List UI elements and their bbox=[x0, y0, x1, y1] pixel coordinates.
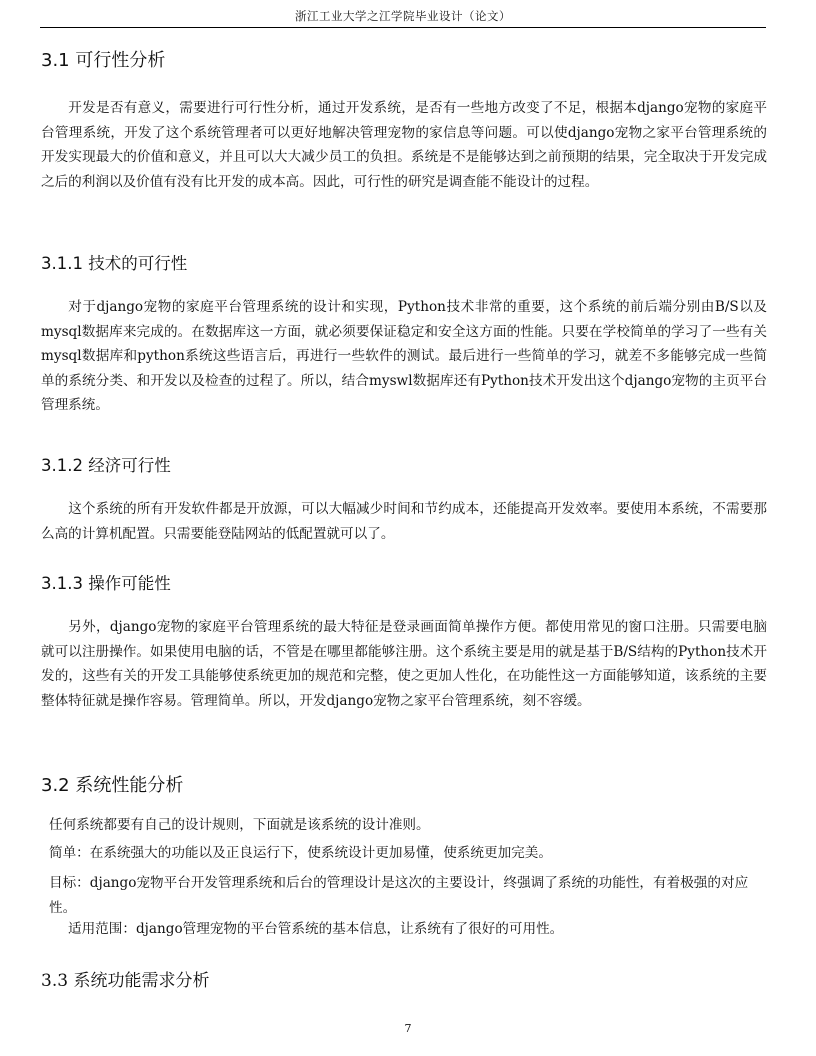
section-3-2-line-4: 适用范围：django管理宠物的平台管系统的基本信息，让系统有了很好的可用性。 bbox=[68, 921, 564, 937]
section-3-2-title: 3.2 系统性能分析 bbox=[41, 775, 184, 796]
page-number: 7 bbox=[404, 1022, 412, 1035]
section-3-1-2-paragraph: 这个系统的所有开发软件都是开放源，可以大幅减少时间和节约成本，还能提高开发效率。要使用本系统，不需要那么高的计算机配置。只需要能登陆网站的低配置就可以了。 bbox=[41, 501, 767, 542]
section-3-1-1-title: 3.1.1 技术的可行性 bbox=[41, 254, 188, 273]
section-3-2-line-1: 任何系统都要有自己的设计规则，下面就是该系统的设计准则。 bbox=[49, 817, 430, 833]
section-3-3-title: 3.3 系统功能需求分析 bbox=[41, 971, 210, 991]
section-3-1-3-title: 3.1.3 操作可能性 bbox=[41, 574, 171, 593]
section-3-1-3-paragraph: 另外，django宠物的家庭平台管理系统的最大特征是登录画面简单操作方便。都使用常见的窗口注册。只需要电脑就可以注册操作。如果使用电脑的话，不管是在哪里都能够注册。这个系统主要是用的就是基于B/S结构的Python技术开发的，这些有关的开发工具能够使系统更加的规范和完整，使之更加人性化，在功能性这一方面能够知道，该系统的主要整体特征就是操作容易。管理简单。所以，开发django宠物之家平台管理系统，刻不容缓。 bbox=[41, 619, 767, 709]
section-3-2-line-3: 目标：django宠物平台开发管理系统和后台的管理设计是这次的主要设计，终强调了系统的功能性，有着极强的对应性。 bbox=[49, 875, 749, 916]
section-3-2-line-2: 简单：在系统强大的功能以及正良运行下，使系统设计更加易懂，使系统更加完美。 bbox=[49, 845, 552, 861]
section-3-1-2-title: 3.1.2 经济可行性 bbox=[41, 456, 171, 475]
page-header: 浙江工业大学之江学院毕业设计（论文） bbox=[40, 8, 766, 28]
section-3-1-title: 3.1 可行性分析 bbox=[41, 50, 166, 71]
section-3-1-1-paragraph: 对于django宠物的家庭平台管理系统的设计和实现，Python技术非常的重要，这个系统的前后端分别由B/S以及mysql数据库来完成的。在数据库这一方面，就必须要保证稳定和安全这方面的性能。只要在学校简单的学习了一些有关mysql数据库和python系统这些语言后，再进行一些软件的测试。最后进行一些简单的学习，就差不多能够完成一些简单的系统分类、和开发以及检查的过程了。所以，结合myswl数据库还有Python技术开发出这个django宠物的主页平台管理系统。 bbox=[41, 299, 767, 413]
section-3-1-paragraph: 开发是否有意义，需要进行可行性分析，通过开发系统，是否有一些地方改变了不足，根据本django宠物的家庭平台管理系统，开发了这个系统管理者可以更好地解决管理宠物的家信息等问题。可以使django宠物之家平台管理系统的开发实现最大的价值和意义，并且可以大大减少员工的负担。系统是不是能够达到之前预期的结果，完全取决于开发完成之后的利润以及价值有没有比开发的成本高。因此，可行性的研究是调查能不能设计的过程。 bbox=[41, 100, 767, 190]
